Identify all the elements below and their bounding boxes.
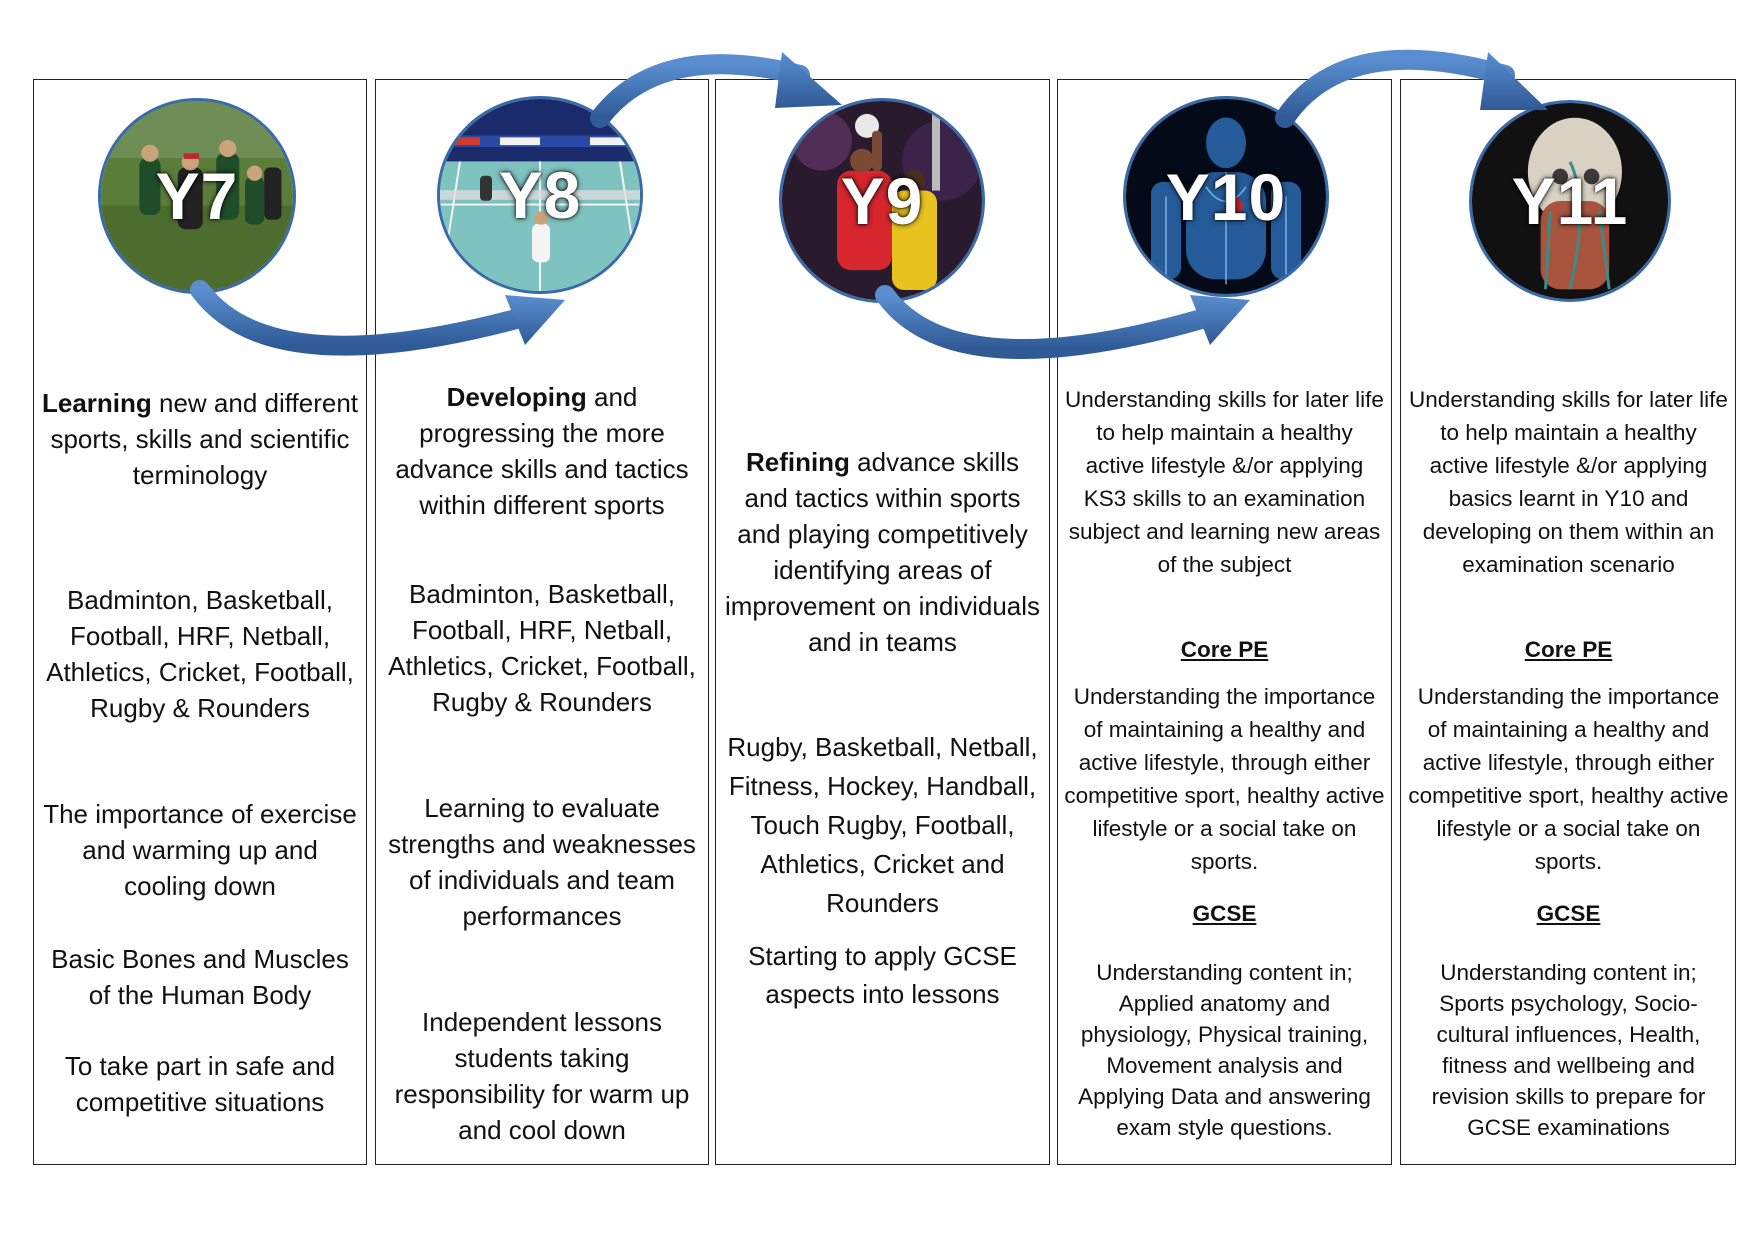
y10-intro: Understanding skills for later life to help maintain a healthy active lifestyle &/or applying KS3 skills to an examination subject and learning new areas of the subject (1065, 387, 1384, 577)
y10-core-pe-heading: Core PE (1180, 637, 1269, 662)
year-label: Y9 (840, 163, 924, 238)
y7-intro: Learning new and different sports, skills and scientific terminology (41, 388, 359, 490)
y7-bones-text: Basic Bones and Muscles of the Human Body (51, 944, 349, 1010)
y11-core-pe-heading: Core PE (1524, 637, 1613, 662)
y11-core-pe-text: Understanding the importance of maintaining a healthy and active lifestyle, through either competitive sport, healthy active lifestyle or a social take on sports. (1408, 684, 1729, 874)
y9-netball-image (779, 98, 985, 303)
y9-sports: Rugby, Basketball, Netball, Fitness, Hockey, Handball, Touch Rugby, Football, Athletics, Cricket and Rounders (727, 732, 1038, 918)
year-label: Y8 (498, 158, 582, 232)
year-label: Y7 (155, 159, 239, 233)
y10-core-pe-text: Understanding the importance of maintaining a healthy and active lifestyle, through either competitive sport, healthy active lifestyle or a social take on sports. (1064, 684, 1385, 874)
y7-sports: Badminton, Basketball, Football, HRF, Netball, Athletics, Cricket, Football, Rugby & Rounders (46, 585, 354, 723)
y7-rugby-image (98, 98, 296, 294)
y9-gcse-text: Starting to apply GCSE aspects into lessons (748, 941, 1017, 1009)
y8-sports: Badminton, Basketball, Football, HRF, Netball, Athletics, Cricket, Football, Rugby & Rounders (388, 579, 696, 717)
y11-anatomy-image (1469, 100, 1671, 302)
year-label: Y10 (1165, 159, 1287, 234)
y7-competition-text: To take part in safe and competitive situations (64, 1051, 336, 1117)
y10-gcse-heading: GCSE (1192, 901, 1257, 926)
y11-intro: Understanding skills for later life to help maintain a healthy active lifestyle &/or applying basics learnt in Y10 and developing on them within an examination scenario (1409, 387, 1728, 577)
y8-intro: Developing and progressing the more advance skills and tactics within different sports (395, 382, 689, 520)
y9-intro: Refining advance skills and tactics within sports and playing competitively identifying areas of improvement on individuals and in teams (724, 447, 1041, 657)
y8-badminton-image (437, 96, 643, 294)
year-label: Y11 (1511, 164, 1629, 238)
y11-gcse-heading: GCSE (1536, 901, 1601, 926)
y11-gcse-text: Understanding content in; Sports psychology, Socio-cultural influences, Health, fitness and wellbeing and revision skills to prepare for GCSE examinations (1431, 960, 1706, 1140)
y7-warmup-text: The importance of exercise and warming up and cooling down (43, 799, 357, 901)
y8-independent-text: Independent lessons students taking responsibility for warm up and cool down (394, 1007, 690, 1145)
y10-anatomy-image (1123, 96, 1329, 297)
y8-evaluate-text: Learning to evaluate strengths and weaknesses of individuals and team performances (388, 793, 696, 931)
y10-gcse-text: Understanding content in; Applied anatomy and physiology, Physical training, Movement analysis and Applying Data and answering exam style questions. (1078, 960, 1371, 1140)
